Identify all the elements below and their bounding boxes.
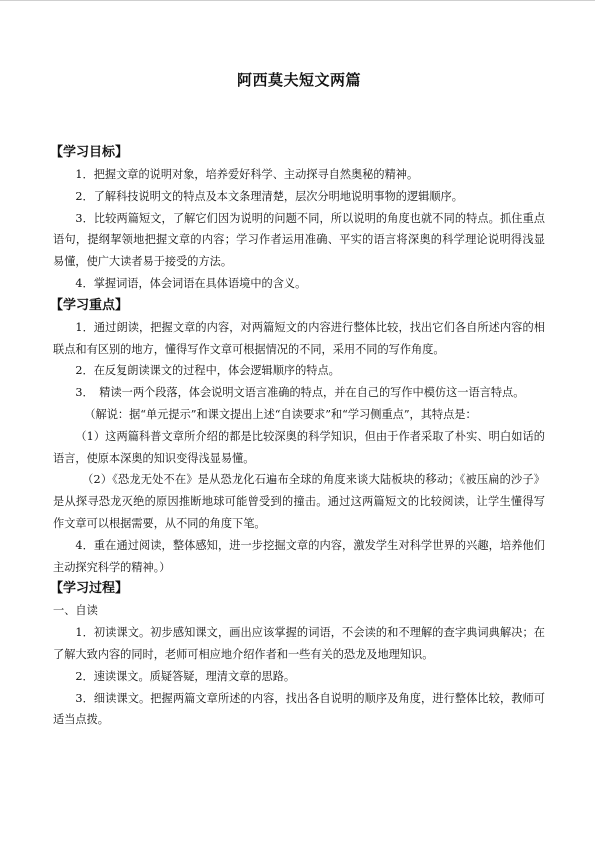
key-point-1: 1．通过朗读，把握文章的内容，对两篇短文的内容进行整体比较，找出它们各自所述内容的相联点和有区别的地方，懂得写作文章可根据情况的不同，采用不同的写作角度。 bbox=[53, 320, 545, 356]
process-step-3: 3．细读课文。把握两篇文章所述的内容，找出各自说明的顺序及角度，进行整体比较，教师可适当点拨。 bbox=[53, 691, 545, 727]
key-point-explanation-1: （1）这两篇科普文章所介绍的都是比较深奥的科学知识，但由于作者采取了朴实、明白如话的语言，使原本深奥的知识变得浅显易懂。 bbox=[53, 429, 545, 465]
top-border-line bbox=[0, 0, 595, 1]
process-step-1: 1．初读课文。初步感知课文，画出应该掌握的词语，不会读的和不理解的查字典词典解决；在了解大致内容的同时，老师可相应地介绍作者和一些有关的恐龙及地理知识。 bbox=[53, 626, 545, 661]
goal-item-2: 2．了解科技说明文的特点及本文条理清楚，层次分明地说明事物的逻辑顺序。 bbox=[75, 189, 463, 203]
section-learning-goals bbox=[50, 142, 545, 295]
goal-item-1: 1．把握文章的说明对象，培养爱好科学、主动探寻自然奥秘的精神。 bbox=[75, 168, 419, 181]
goal-item-4: 4．掌握词语，体会词语在具体语境中的含义。 bbox=[75, 276, 307, 290]
section-key-points bbox=[50, 295, 545, 579]
section-heading-learning-process: 【学习过程】 bbox=[50, 581, 129, 597]
key-point-explanation: （解说：据“单元提示”和课文提出上述“自读要求”和“学习侧重点”，其特点是： bbox=[84, 407, 477, 421]
process-step-2: 2．速读课文。质疑答疑，理清文章的思路。 bbox=[75, 669, 296, 683]
document-title: 阿西莫夫短文两篇 bbox=[236, 71, 361, 89]
goal-item-3: 3．比较两篇短文，了解它们因为说明的问题不同，所以说明的角度也就不同的特点。抓住重点语句，提纲挈领地把握文章的内容；学习作者运用准确、平实的语言将深奥的科学理论说明得浅显易懂，使广大读者易于接受的方法。 bbox=[53, 211, 545, 269]
key-point-3: 3． 精读一两个段落，体会说明文语言准确的特点，并在自己的写作中模仿这一语言特点。 bbox=[75, 386, 525, 400]
subheading-self-reading: 一、自读 bbox=[53, 604, 98, 618]
section-heading-learning-goals: 【学习目标】 bbox=[50, 145, 129, 160]
section-learning-process bbox=[50, 578, 545, 731]
key-point-2: 2．在反复朗读课文的过程中，体会逻辑顺序的特点。 bbox=[75, 364, 340, 378]
document-page bbox=[50, 70, 545, 731]
key-point-4: 4．重在通过阅读，整体感知，进一步挖掘文章的内容，激发学生对科学世界的兴趣，培养他们主动探究科学的精神。） bbox=[53, 538, 545, 574]
key-point-explanation-2: （2）《恐龙无处不在》是从恐龙化石遍布全球的角度来谈大陆板块的移动；《被压扁的沙子》是从探寻恐龙灭绝的原因推断地球可能曾受到的撞击。通过这两篇短文的比较阅读，让学生懂得写作文章可以根据需要，从不同的角度下笔。 bbox=[53, 473, 545, 530]
section-heading-key-points: 【学习重点】 bbox=[50, 297, 129, 313]
